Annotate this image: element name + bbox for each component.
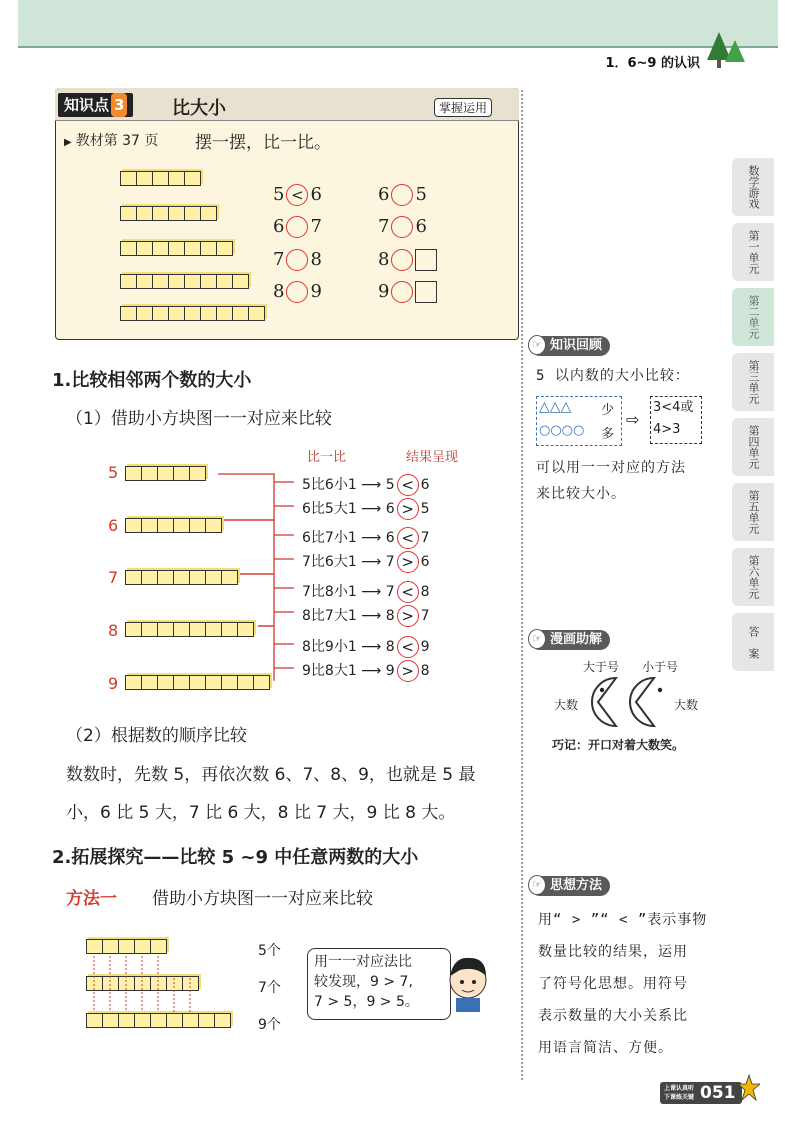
- knowledge-number: 3: [111, 93, 127, 117]
- review-note-2: 来比较大小。: [536, 486, 626, 502]
- exercise-8-9[interactable]: 8 9: [273, 281, 322, 302]
- bracket-lines: [210, 460, 300, 690]
- tab-unit-1[interactable]: 第一单元: [732, 223, 774, 281]
- exercise-9-blank[interactable]: 9: [378, 281, 437, 303]
- s2-cubes-5: [86, 939, 166, 954]
- chapter-title: 1．6~9 的认识: [605, 56, 700, 71]
- exercise-8-blank[interactable]: 8: [378, 249, 437, 271]
- answer-circle: [286, 281, 308, 303]
- answer-circle: [286, 249, 308, 271]
- order-paragraph-line2: 小，6 比 5 大，7 比 6 大，8 比 7 大，9 比 8 大。: [66, 803, 456, 823]
- section2-title: 2.拓展探究——比较 5 ~9 中任意两数的大小: [52, 847, 419, 868]
- answer-circle: [391, 184, 413, 206]
- tab-unit-6[interactable]: 第六单元: [732, 548, 774, 606]
- exercise-5-6: 5 < 6: [273, 184, 322, 205]
- cube-row-5: [120, 171, 200, 186]
- cmp-row-4: 7比6大1 ⟶ 7 > 6: [302, 553, 430, 571]
- review-diagram: △△△ 少 ○○○○ 多: [536, 396, 622, 446]
- s2-cubes-9: [86, 1013, 230, 1028]
- cmp-row-5: 7比8小1 ⟶ 7 < 8: [302, 583, 430, 601]
- big-number-left: 大数: [554, 698, 579, 712]
- num-5: 5: [108, 463, 119, 482]
- num-9: 9: [108, 674, 119, 693]
- col-compare: 比一比: [307, 450, 347, 465]
- tab-unit-3[interactable]: 第三单元: [732, 353, 774, 411]
- exercise-6-7[interactable]: 6 7: [273, 216, 322, 237]
- tree-icon: [705, 30, 747, 70]
- answer-circle: [391, 216, 413, 238]
- activity-text: 摆一摆，比一比。: [195, 133, 331, 153]
- num-7: 7: [108, 568, 119, 587]
- tab-unit-5[interactable]: 第五单元: [732, 483, 774, 541]
- triangles-icon: △△△: [539, 399, 572, 415]
- num-8: 8: [108, 621, 119, 640]
- col-result: 结果呈现: [406, 450, 459, 465]
- knowledge-title: 比大小: [172, 98, 226, 119]
- answer-circle: [391, 281, 413, 303]
- pacman-symbols-icon: [588, 674, 678, 730]
- arrow-right-icon: ⇨: [626, 410, 640, 429]
- exercise-7-8[interactable]: 7 8: [273, 249, 322, 270]
- answer-circle: <: [286, 184, 308, 206]
- page-number-badge: 上课认真听 下课练关键 051: [660, 1082, 742, 1104]
- method-text: 借助小方块图一一对应来比较: [152, 889, 373, 909]
- answer-box: [415, 281, 437, 303]
- order-paragraph-line1: 数数时，先数 5，再依次数 6、7、8、9，也就是 5 最: [66, 765, 476, 785]
- answer-box: [415, 249, 437, 271]
- cmp-row-6: 8比7大1 ⟶ 8 > 7: [302, 607, 430, 625]
- cmp-row-7: 8比9小1 ⟶ 8 < 9: [302, 638, 430, 656]
- cmp-row-1: 5比6小1 ⟶ 5 < 6: [302, 476, 430, 494]
- tab-answers[interactable]: 答 案: [732, 613, 774, 671]
- review-result: 3<4或 4>3: [650, 396, 702, 444]
- hand-pointer-icon: ☞: [528, 629, 546, 649]
- cube-row-6: [120, 206, 216, 221]
- cmp-row-8: 9比8大1 ⟶ 9 > 8: [302, 662, 430, 680]
- method-tag: ☞ 思想方法: [530, 876, 610, 896]
- speech-bubble: 用一一对应法比 较发现，9 > 7, 7 > 5，9 > 5。: [307, 948, 451, 1020]
- dotted-correspondence: [86, 954, 246, 1014]
- mastery-badge: 掌握运用: [434, 98, 492, 117]
- exercise-7-6[interactable]: 7 6: [378, 216, 427, 237]
- memory-tip: 巧记：开口对着大数笑。: [552, 738, 685, 752]
- top-divider: [18, 46, 778, 48]
- section1-sub2: （2）根据数的顺序比较: [66, 726, 247, 746]
- hand-pointer-icon: ☞: [528, 335, 546, 355]
- circles-icon: ○○○○: [539, 423, 585, 438]
- section1-sub1: （1）借助小方块图一一对应来比较: [66, 409, 332, 429]
- tab-unit-2[interactable]: 第二单元: [732, 288, 774, 346]
- big-number-right: 大数: [674, 698, 699, 712]
- cmp-row-3: 6比7小1 ⟶ 6 < 7: [302, 529, 430, 547]
- review-line: 5 以内数的大小比较：: [536, 368, 690, 384]
- count-7: 7个: [258, 980, 281, 996]
- s1-cubes-5: [125, 466, 205, 481]
- knowledge-tag: 知识点 3: [58, 93, 133, 117]
- cube-row-8: [120, 274, 248, 289]
- greater-label: 大于号: [583, 660, 620, 674]
- cube-row-9: [120, 306, 264, 321]
- answer-circle: [391, 249, 413, 271]
- num-6: 6: [108, 516, 119, 535]
- less-label: 小于号: [642, 660, 679, 674]
- star-mascot-icon: [738, 1074, 760, 1104]
- method-paragraph: 用“ > ”“ < ”表示事物 数量比较的结果，运用 了符号化思想。用符号 表示数量的大小关系比 用语言简洁、方便。: [538, 912, 708, 1056]
- hand-pointer-icon: ☞: [528, 875, 546, 895]
- count-5: 5个: [258, 943, 281, 959]
- section1-title: 1.比较相邻两个数的大小: [52, 370, 252, 391]
- answer-circle: [286, 216, 308, 238]
- textbook-ref: ▶ 教材第 37 页: [64, 133, 159, 149]
- review-tag: ☞ 知识回顾: [530, 336, 610, 356]
- boy-avatar: [440, 950, 496, 1014]
- tab-unit-4[interactable]: 第四单元: [732, 418, 774, 476]
- review-note-1: 可以用一一对应的方法: [536, 460, 686, 476]
- column-divider: [521, 90, 525, 1080]
- method-label: 方法一: [66, 889, 117, 909]
- comic-tag: ☞ 漫画助解: [530, 630, 610, 650]
- triangle-icon: ▶: [64, 137, 72, 148]
- top-banner: [18, 0, 778, 46]
- cmp-row-2: 6比5大1 ⟶ 6 > 5: [302, 500, 430, 518]
- tab-math-games[interactable]: 数学游戏: [732, 158, 774, 216]
- count-9: 9个: [258, 1017, 281, 1033]
- cube-row-7: [120, 241, 232, 256]
- s1-cubes-6: [125, 518, 221, 533]
- exercise-6-5[interactable]: 6 5: [378, 184, 427, 205]
